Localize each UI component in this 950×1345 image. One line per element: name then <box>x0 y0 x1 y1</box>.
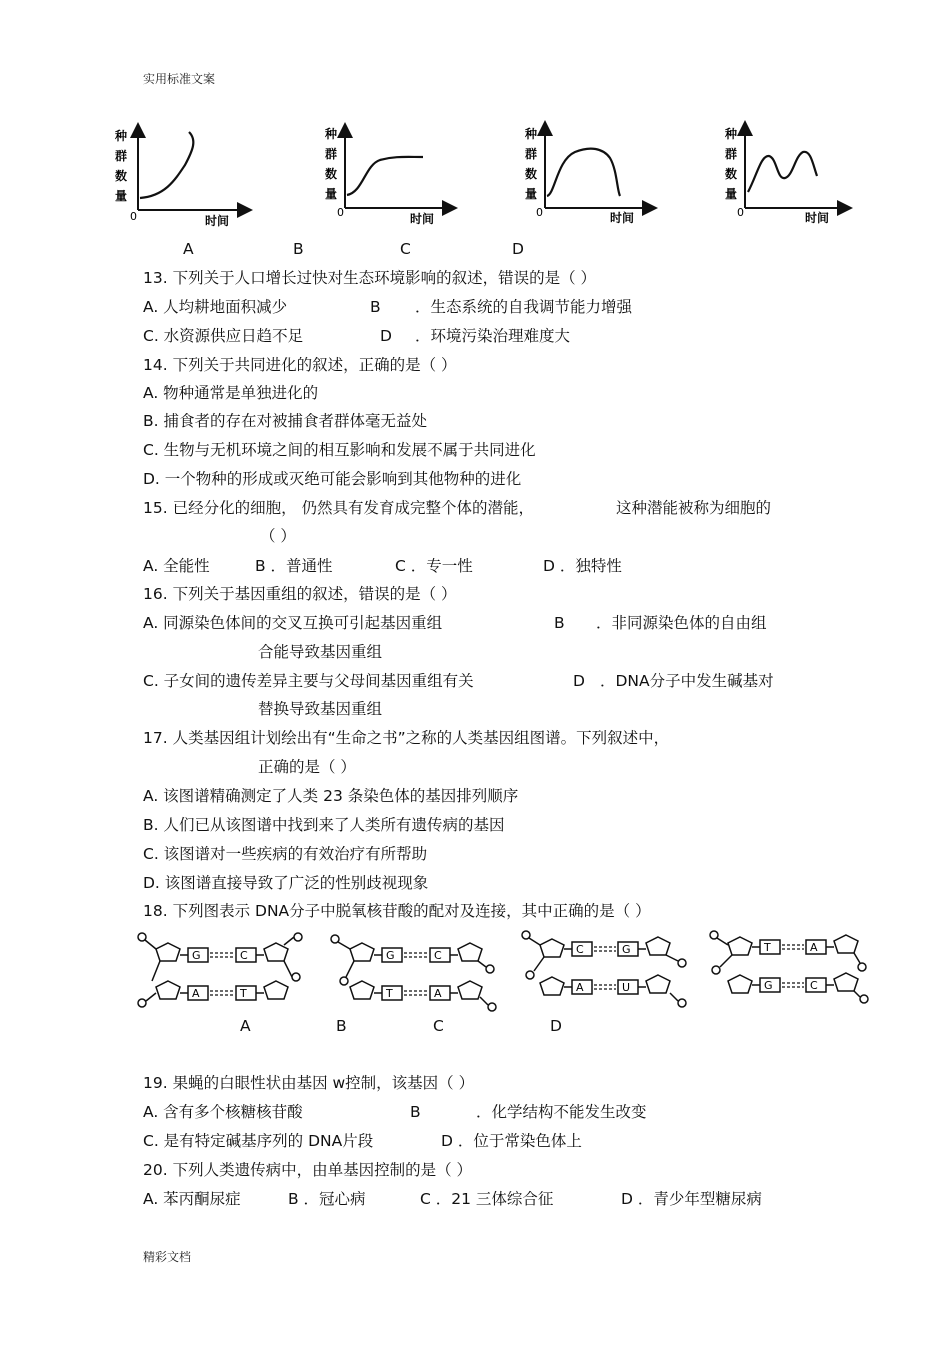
q15-paren: （ ） <box>260 527 296 545</box>
q16-option-b-cont: 合能导致基因重组 <box>258 643 383 661</box>
q18-option-b: B <box>336 1017 347 1035</box>
graph-ylabel-char: 群 <box>325 147 338 161</box>
dna-base: T <box>240 987 247 1000</box>
graph-origin: 0 <box>737 206 744 219</box>
dna-base: G <box>764 979 773 992</box>
dna-base: G <box>386 949 395 962</box>
graph-xlabel: 时间 <box>805 211 830 225</box>
q16-option-c: C. 子女间的遗传差异主要与父母间基因重组有关 <box>143 672 474 690</box>
graph-b <box>324 126 450 226</box>
graph-ylabel-char: 群 <box>115 149 128 163</box>
graph-origin: 0 <box>536 206 543 219</box>
graph-ylabel-char: 量 <box>525 187 538 201</box>
q14-stem: 14. 下列关于共同进化的叙述，正确的是（ ） <box>143 356 457 374</box>
population-graphs <box>105 120 865 230</box>
graph-ylabel-char: 量 <box>725 187 738 201</box>
graph-option-b: B <box>293 240 304 258</box>
dna-base: C <box>576 943 584 956</box>
q16-stem: 16. 下列关于基因重组的叙述，错误的是（ ） <box>143 585 457 603</box>
q19-option-d: D ．位于常染色体上 <box>441 1132 582 1150</box>
q17-stem-cont: 正确的是（ ） <box>258 758 356 776</box>
dna-base: A <box>810 941 818 954</box>
q20-option-b: B ．冠心病 <box>288 1190 366 1208</box>
graph-ylabel-char: 群 <box>525 147 538 161</box>
q20-stem: 20. 下列人类遗传病中，由单基因控制的是（ ） <box>143 1161 473 1179</box>
q13-option-d-letter: D <box>380 327 392 345</box>
q14-option-d: D. 一个物种的形成或灭绝可能会影响到其他物种的进化 <box>143 470 522 488</box>
graph-ylabel-char: 数 <box>725 167 738 181</box>
graph-ylabel-char: 量 <box>115 189 128 203</box>
dna-diagram-a <box>138 933 302 1007</box>
q19-option-a: A. 含有多个核糖核苷酸 <box>143 1103 303 1121</box>
graph-xlabel: 时间 <box>205 214 230 228</box>
q17-option-c: C. 该图谱对一些疾病的有效治疗有所帮助 <box>143 845 428 863</box>
q16-option-b-letter: B <box>554 614 565 632</box>
dna-base: C <box>810 979 818 992</box>
q19-option-b-text: ．化学结构不能发生改变 <box>476 1103 647 1121</box>
graph-xlabel: 时间 <box>410 212 435 226</box>
q16-option-d-text: ．DNA分子中发生碱基对 <box>600 672 774 690</box>
graph-ylabel-char: 数 <box>525 167 538 181</box>
q19-option-c: C. 是有特定碱基序列的 DNA片段 <box>143 1132 374 1150</box>
dna-base: U <box>622 981 631 994</box>
q15-option-d: D ．独特性 <box>543 557 622 575</box>
q14-option-b: B. 捕食者的存在对被捕食者群体毫无益处 <box>143 412 427 430</box>
q13-option-b-text: ．生态系统的自我调节能力增强 <box>415 298 633 316</box>
q13-option-a: A. 人均耕地面积减少 <box>143 298 288 316</box>
graph-ylabel-char: 数 <box>325 167 338 181</box>
q15-option-a: A. 全能性 <box>143 557 210 575</box>
dna-base: A <box>192 987 200 1000</box>
dna-base: G <box>192 949 201 962</box>
q13-option-c: C. 水资源供应日趋不足 <box>143 327 304 345</box>
graph-ylabel-char: 种 <box>525 127 538 141</box>
q19-option-b-letter: B <box>410 1103 421 1121</box>
dna-base: T <box>764 941 771 954</box>
q15-option-b: B ．普通性 <box>255 557 333 575</box>
graph-option-d: D <box>512 240 524 258</box>
q15-option-c: C ．专一性 <box>395 557 473 575</box>
q20-option-a: A. 苯丙酮尿症 <box>143 1190 241 1208</box>
q13-option-d-text: ．环境污染治理难度大 <box>415 327 571 345</box>
q16-option-b-text: ．非同源染色体的自由组 <box>596 614 767 632</box>
graph-origin: 0 <box>130 210 137 223</box>
dna-base: A <box>434 987 442 1000</box>
q15-stem-part1: 15. 已经分化的细胞， 仍然具有发育成完整个体的潜能， <box>143 499 535 517</box>
dna-base: C <box>240 949 248 962</box>
q14-option-a: A. 物种通常是单独进化的 <box>143 384 319 402</box>
dna-pairing-diagrams <box>130 925 890 1015</box>
graph-option-c: C <box>400 240 411 258</box>
q17-option-d: D. 该图谱直接导致了广泛的性别歧视现象 <box>143 874 429 892</box>
graph-ylabel-char: 种 <box>115 129 128 143</box>
q16-option-d-letter: D <box>573 672 585 690</box>
q20-option-d: D ．青少年型糖尿病 <box>621 1190 762 1208</box>
q18-option-d: D <box>550 1017 562 1035</box>
graph-xlabel: 时间 <box>610 211 635 225</box>
dna-base: C <box>434 949 442 962</box>
graph-c <box>524 126 650 225</box>
page-footer: 精彩文档 <box>143 1250 192 1264</box>
q13-stem: 13. 下列关于人口增长过快对生态环境影响的叙述，错误的是（ ） <box>143 269 597 287</box>
q20-option-c: C ．21 三体综合征 <box>420 1190 554 1208</box>
q17-stem: 17. 人类基因组计划绘出有“生命之书”之称的人类基因组图谱。下列叙述中， <box>143 729 670 747</box>
graph-ylabel-char: 数 <box>115 169 128 183</box>
dna-base: G <box>622 943 631 956</box>
q17-option-a: A. 该图谱精确测定了人类 23 条染色体的基因排列顺序 <box>143 787 519 805</box>
q18-option-a: A <box>240 1017 251 1035</box>
q17-option-b: B. 人们已从该图谱中找到来了人类所有遗传病的基因 <box>143 816 505 834</box>
graph-option-a: A <box>183 240 194 258</box>
graph-d <box>724 126 845 225</box>
dna-diagram-d <box>710 931 868 1003</box>
q13-option-b-letter: B <box>370 298 381 316</box>
dna-diagram-b <box>331 935 496 1011</box>
q18-option-c: C <box>433 1017 444 1035</box>
graph-ylabel-char: 种 <box>325 127 338 141</box>
graph-a <box>114 128 245 228</box>
q16-option-d-cont: 替换导致基因重组 <box>258 700 383 718</box>
graph-ylabel-char: 群 <box>725 147 738 161</box>
page-header: 实用标准文案 <box>143 72 216 86</box>
q19-stem: 19. 果蝇的白眼性状由基因 w控制，该基因（ ） <box>143 1074 475 1092</box>
graph-ylabel-char: 量 <box>325 187 338 201</box>
q15-stem-part2: 这种潜能被称为细胞的 <box>616 499 772 517</box>
graph-ylabel-char: 种 <box>725 127 738 141</box>
graph-origin: 0 <box>337 206 344 219</box>
q14-option-c: C. 生物与无机环境之间的相互影响和发展不属于共同进化 <box>143 441 536 459</box>
q16-option-a: A. 同源染色体间的交叉互换可引起基因重组 <box>143 614 443 632</box>
dna-base: T <box>386 987 393 1000</box>
q18-stem: 18. 下列图表示 DNA分子中脱氧核苷酸的配对及连接，其中正确的是（ ） <box>143 902 651 920</box>
dna-diagram-c <box>522 931 686 1007</box>
dna-base: A <box>576 981 584 994</box>
